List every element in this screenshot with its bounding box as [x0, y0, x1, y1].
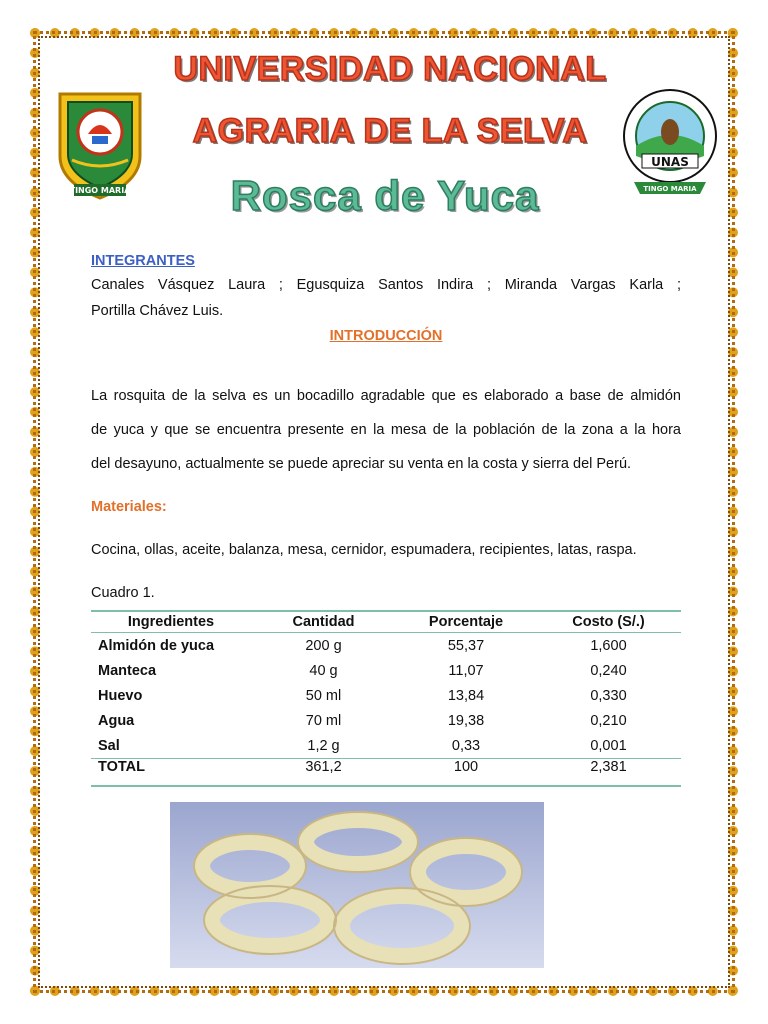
cell-percentage: 11,07: [448, 662, 484, 679]
intro-line3: del desayuno, actualmente se puede apreciar su venta en la costa y sierra del Perú.: [91, 456, 632, 472]
introduccion-heading: [91, 326, 681, 346]
integrantes-line2: Portilla Chávez Luis.: [91, 303, 224, 319]
integrantes-line1: Canales Vásquez Laura ; Egusquiza Santos Indira ; Miranda Vargas Karla ;: [91, 277, 681, 293]
cell-quantity: 70 ml: [305, 712, 342, 729]
rosca-de-yuca-photo: [170, 802, 544, 968]
introduccion-heading-text: INTRODUCCIÓN: [329, 328, 443, 344]
header-cantidad: Cantidad: [251, 611, 396, 633]
table-row: [91, 658, 681, 683]
right-logo-mark: UNAS: [651, 155, 689, 169]
cell-percentage: 0,33: [451, 737, 481, 754]
table-row: [91, 683, 681, 708]
cell-total-quantity: 361,2: [251, 759, 396, 787]
table-row: [91, 733, 681, 759]
integrantes-heading-text: INTEGRANTES: [91, 253, 195, 269]
cell-ingredient: Almidón de yuca: [98, 637, 215, 654]
cell-cost: 0,001: [590, 737, 627, 754]
header-costo: Costo (S/.): [536, 611, 681, 633]
cell-quantity: 200 g: [305, 637, 342, 654]
materiales-heading: [91, 497, 681, 517]
cell-percentage: 13,84: [447, 687, 485, 704]
cell-quantity: 50 ml: [305, 687, 342, 704]
header-ingredientes: Ingredientes: [91, 611, 251, 633]
materiales-text: Cocina, ollas, aceite, balanza, mesa, cernidor, espumadera, recipientes, latas, raspa.: [91, 542, 637, 558]
right-logo-caption: TINGO MARIA: [643, 185, 697, 193]
cell-quantity: 1,2 g: [307, 737, 340, 754]
cell-total-percentage: 100: [396, 759, 536, 787]
header-porcentaje: Porcentaje: [396, 611, 536, 633]
intro-line2: de yuca y que se encuentra presente en la mesa de la población de la zona a la hora: [91, 422, 681, 438]
integrantes-heading: [91, 251, 681, 271]
cell-ingredient: Agua: [98, 712, 135, 729]
table-caption: Cuadro 1.: [91, 585, 155, 601]
cell-total-label: TOTAL: [91, 759, 251, 787]
cell-cost: 0,330: [590, 687, 627, 704]
cell-cost: 1,600: [590, 637, 627, 654]
cell-percentage: 19,38: [447, 712, 485, 729]
ingredients-table: [91, 610, 681, 787]
cell-total-cost: 2,381: [536, 759, 681, 787]
cell-cost: 0,240: [590, 662, 627, 679]
table-header-row: [91, 611, 681, 633]
document-title: Rosca de Yuca: [230, 172, 540, 219]
table-row: [91, 708, 681, 733]
cell-quantity: 40 g: [309, 662, 338, 679]
university-name-line2: AGRARIA DE LA SELVA: [192, 112, 588, 150]
cell-cost: 0,210: [590, 712, 627, 729]
university-name-line1: UNIVERSIDAD NACIONAL: [173, 50, 607, 88]
table-row: [91, 633, 681, 659]
cell-ingredient: Manteca: [98, 662, 157, 679]
materiales-heading-text: Materiales:: [91, 499, 167, 515]
left-logo-caption: TINGO MARIA: [69, 186, 131, 195]
cell-ingredient: Sal: [98, 737, 120, 754]
intro-line1: La rosquita de la selva es un bocadillo agradable que es elaborado a base de almidón: [91, 388, 681, 404]
cell-ingredient: Huevo: [98, 687, 143, 704]
cell-percentage: 55,37: [447, 637, 485, 654]
table-total-row: [91, 759, 681, 787]
